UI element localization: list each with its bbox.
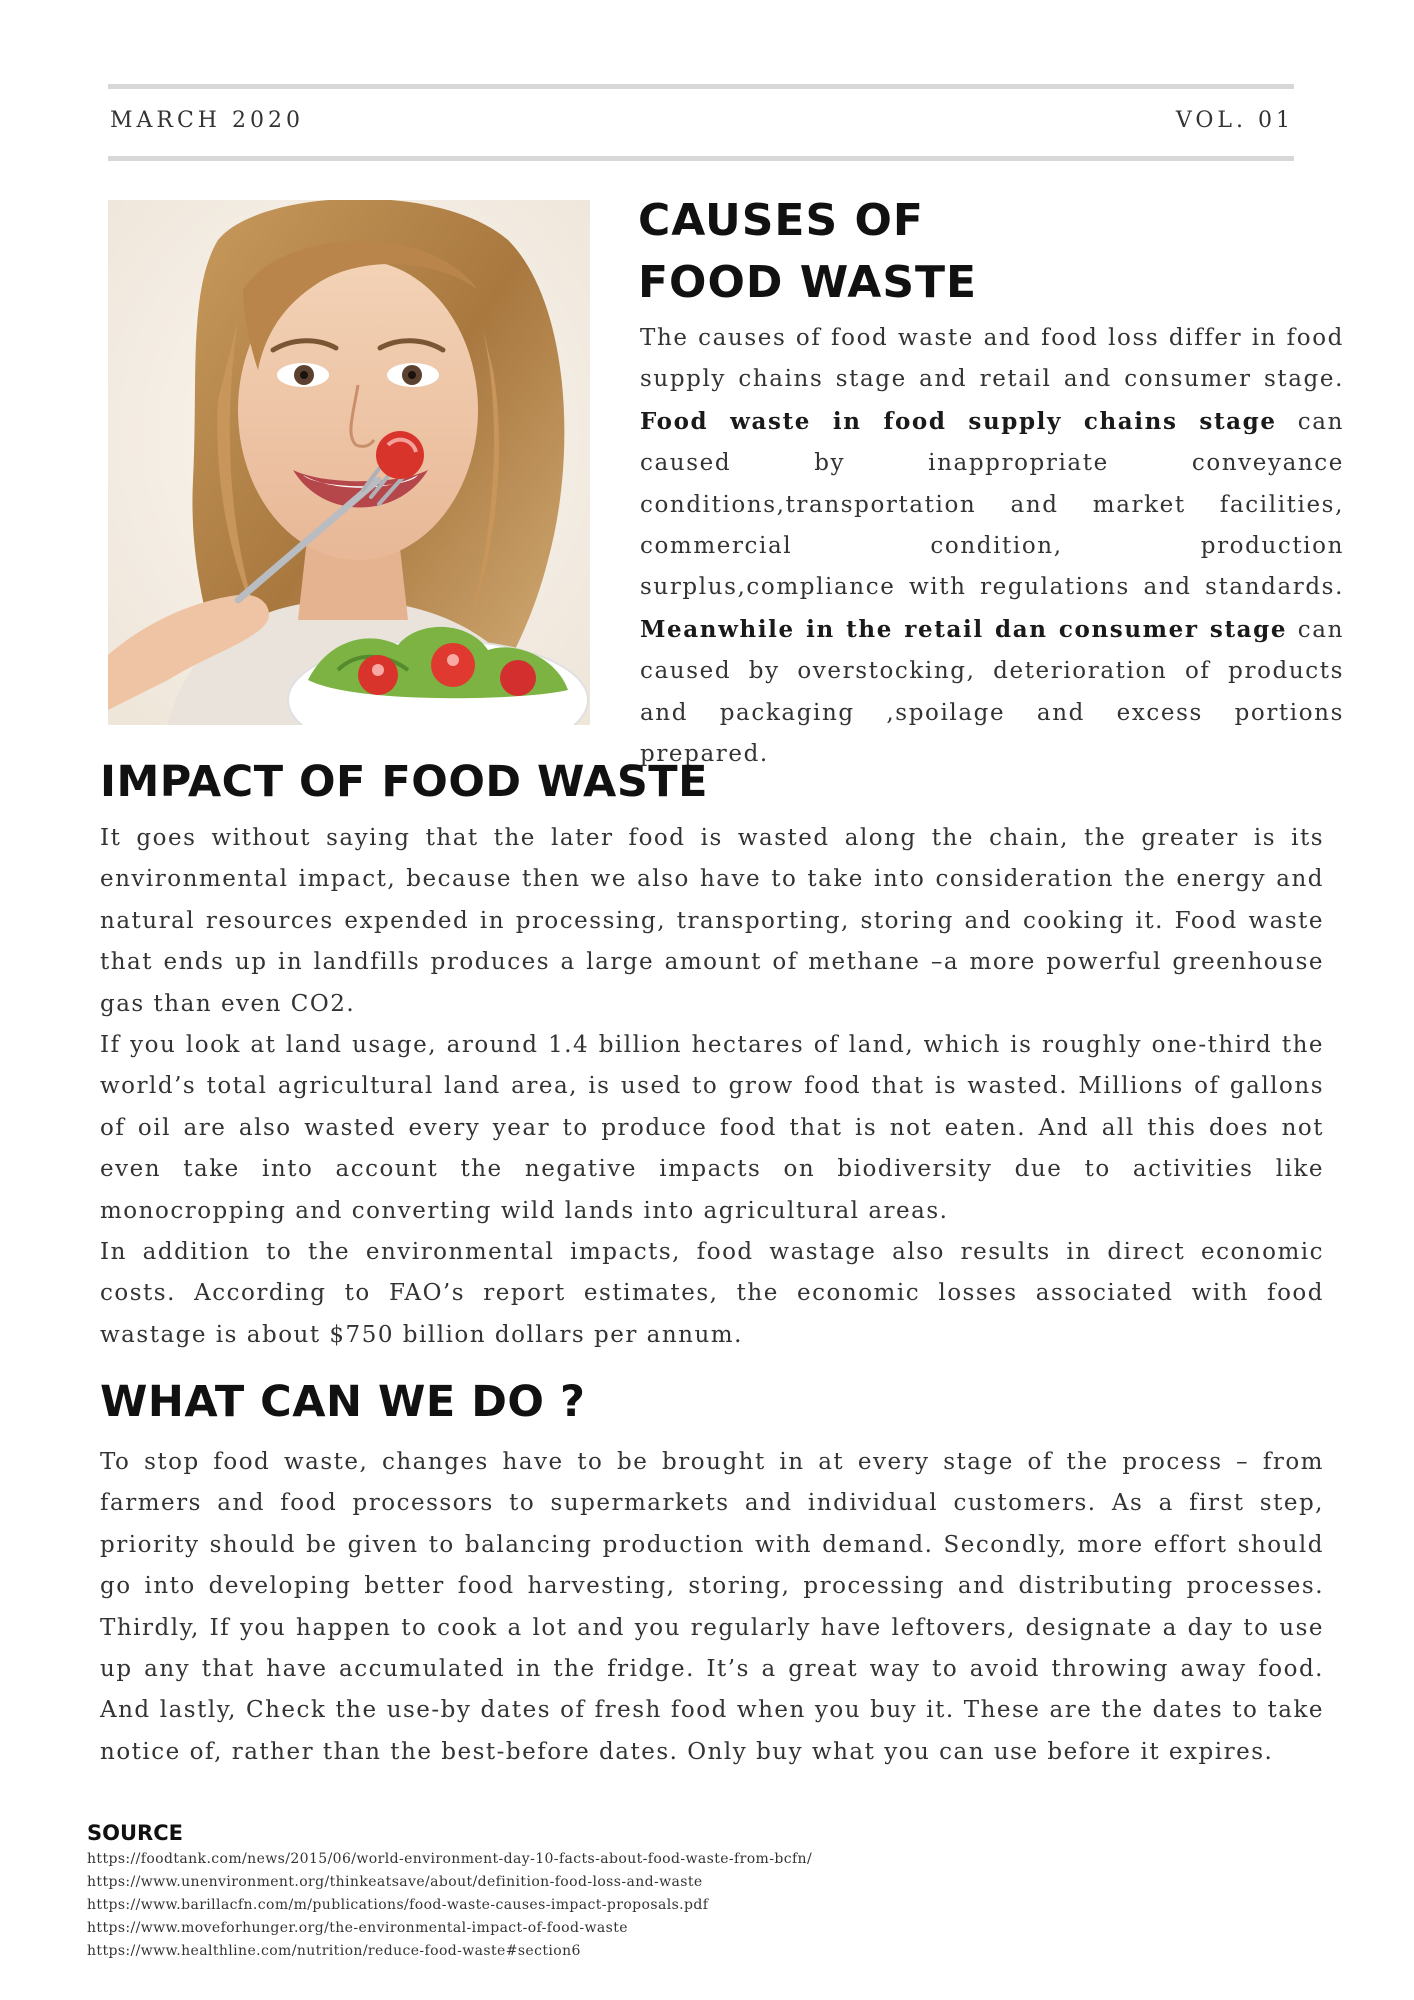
header-top-rule bbox=[108, 84, 1294, 89]
source-heading: SOURCE bbox=[87, 1821, 183, 1845]
source-link-3[interactable]: https://www.barillacfn.com/m/publications/food-waste-causes-impact-proposals.pdf bbox=[87, 1897, 709, 1913]
woman-eating-salad-photo bbox=[108, 200, 590, 725]
impact-paragraph-1: It goes without saying that the later food is wasted along the chain, the greater is its environmental impact, because then we also have to take into consideration the energy and natural resources expended in processing, transporting, storing and cooking it. Food waste that ends up in landfills produces a large amount of methane –a more powerful greenhouse gas than even CO2. bbox=[100, 825, 1324, 1017]
issue-date: MARCH 2020 bbox=[110, 108, 304, 133]
what-can-we-do-paragraph: To stop food waste, changes have to be brought in at every stage of the process – from farmers and food processors to supermarkets and individual customers. As a first step, priority should be given to balancing production with demand. Secondly, more effort should go into developing better food harvesting, storing, processing and distributing processes. Thirdly, If you happen to cook a lot and you regularly have leftovers, designate a day to use up any that have accumulated in the fridge. It’s a great way to avoid throwing away food. And lastly, Check the use-by dates of fresh food when you buy it. These are the dates to take notice of, rather than the best-before dates. Only buy what you can use before it expires. bbox=[100, 1449, 1324, 1765]
causes-paragraph bbox=[640, 318, 1344, 775]
causes-bold-2: Meanwhile in the retail dan consumer stage bbox=[640, 615, 1288, 643]
causes-heading bbox=[638, 190, 977, 314]
causes-heading-line2: FOOD WASTE bbox=[638, 257, 978, 308]
causes-text-1: The causes of food waste and food loss differ in food supply chains stage and retail and consumer stage. bbox=[640, 325, 1344, 393]
source-link-5[interactable]: https://www.healthline.com/nutrition/reduce-food-waste#section6 bbox=[87, 1943, 581, 1959]
header-bottom-rule bbox=[108, 156, 1294, 161]
causes-heading-line1: CAUSES OF bbox=[638, 195, 924, 246]
issue-volume: VOL. 01 bbox=[1175, 108, 1294, 133]
source-link-1[interactable]: https://foodtank.com/news/2015/06/world-environment-day-10-facts-about-food-waste-from-bcfn/ bbox=[87, 1851, 813, 1867]
causes-bold-1: Food waste in food supply chains stage bbox=[640, 407, 1277, 435]
source-link-2[interactable]: https://www.unenvironment.org/thinkeatsave/about/definition-food-loss-and-waste bbox=[87, 1874, 703, 1890]
source-link-4[interactable]: https://www.moveforhunger.org/the-environmental-impact-of-food-waste bbox=[87, 1920, 628, 1936]
impact-paragraph-3: In addition to the environmental impacts, food wastage also results in direct economic costs. According to FAO’s report estimates, the economic losses associated with food wastage is about $750 billion dollars per annum. bbox=[100, 1239, 1324, 1348]
causes-text-2: can caused by inappropriate conveyance conditions,transportation and market facilities, commercial condition, production surplus,compliance with regulations and standards. bbox=[640, 408, 1344, 601]
impact-section-body bbox=[100, 818, 1324, 1356]
impact-paragraph-2: If you look at land usage, around 1.4 billion hectares of land, which is roughly one-third the world’s total agricultural land area, is used to grow food that is wasted. Millions of gallons of oil are also wasted every year to produce food that is not eaten. And all this does not even take into account the negative impacts on biodiversity due to activities like monocropping and converting wild lands into agricultural areas. bbox=[100, 1032, 1324, 1224]
source-list bbox=[87, 1848, 812, 1963]
causes-text-3: can caused by overstocking, deterioration of products and packaging ,spoilage and excess portions prepared. bbox=[640, 616, 1344, 768]
impact-heading: IMPACT OF FOOD WASTE bbox=[100, 757, 708, 807]
what-can-we-do-heading: WHAT CAN WE DO ? bbox=[100, 1377, 586, 1427]
